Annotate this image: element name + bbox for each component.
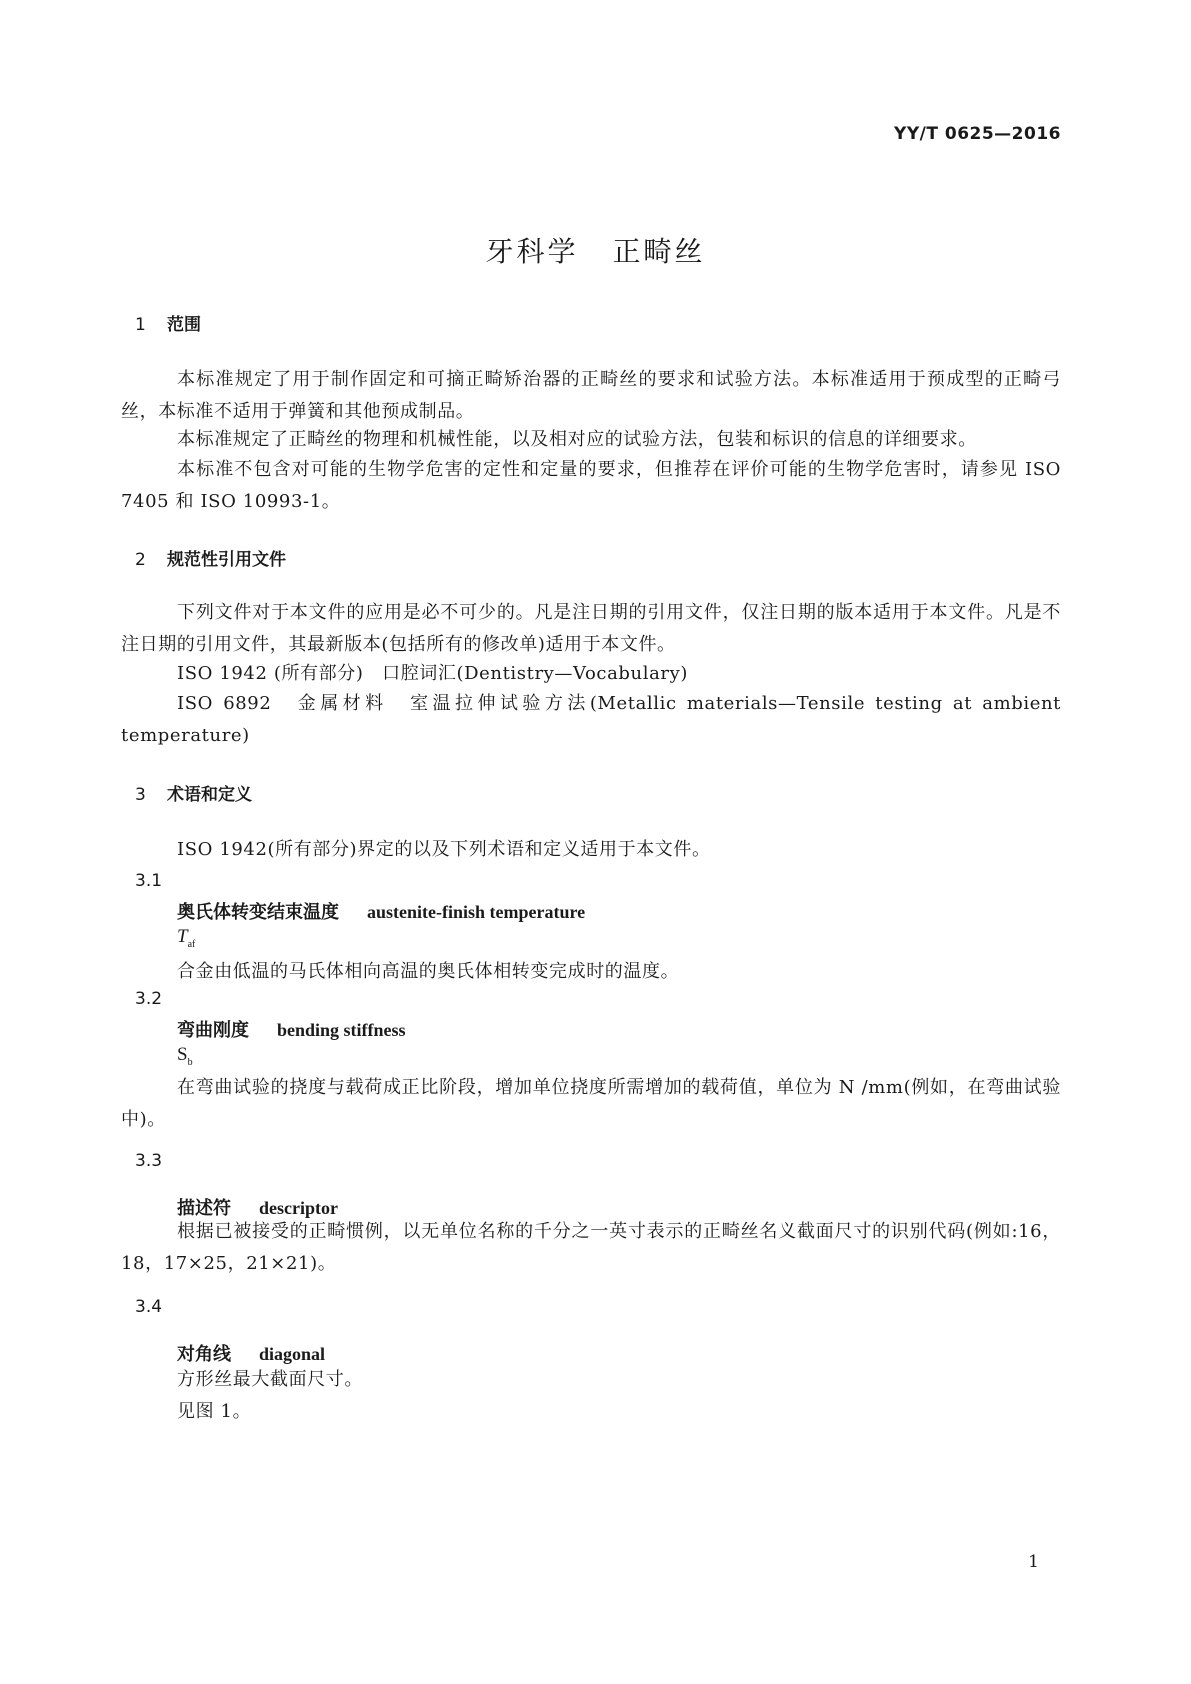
symbol-3-2 xyxy=(177,1044,193,1068)
section-3-intro: ISO 1942(所有部分)界定的以及下列术语和定义适用于本文件。 xyxy=(177,839,711,860)
term-chinese: 对角线 xyxy=(177,1344,231,1365)
term-chinese: 奥氏体转变结束温度 xyxy=(177,902,339,923)
term-english: descriptor xyxy=(259,1198,338,1218)
clause-number-3-1: 3.1 xyxy=(135,871,163,891)
title-part-1: 牙科学 xyxy=(485,235,579,268)
section-title: 范围 xyxy=(167,315,201,335)
section-1-paragraph-3: 本标准不包含对可能的生物学危害的定性和定量的要求，但推荐在评价可能的生物学危害时，请参见 ISO 7405 和 ISO 10993-1。 xyxy=(121,459,1061,512)
term-chinese: 弯曲刚度 xyxy=(177,1020,249,1041)
term-english: austenite-finish temperature xyxy=(367,902,586,922)
section-title: 规范性引用文件 xyxy=(167,550,286,570)
symbol-subscript: b xyxy=(187,1056,193,1068)
symbol-3-1 xyxy=(177,926,195,950)
symbol-letter: T xyxy=(177,926,188,947)
clause-number-3-2: 3.2 xyxy=(135,989,163,1009)
normative-reference-1: ISO 1942 (所有部分) 口腔词汇(Dentistry—Vocabulary) xyxy=(177,663,689,684)
symbol-subscript: af xyxy=(187,938,196,950)
page-number: 1 xyxy=(1028,1552,1039,1572)
term-english: diagonal xyxy=(259,1344,326,1364)
section-2-heading xyxy=(135,545,286,570)
document-title xyxy=(0,230,1191,270)
title-part-2: 正畸丝 xyxy=(612,235,706,268)
term-3-1 xyxy=(177,898,585,924)
clause-number-3-4: 3.4 xyxy=(135,1297,163,1317)
definition-3-3: 根据已被接受的正畸惯例，以无单位名称的千分之一英寸表示的正畸丝名义截面尺寸的识别代码(例如:16，18，17×25，21×21)。 xyxy=(121,1221,1061,1274)
section-number: 3 xyxy=(135,785,146,805)
section-1-paragraph-2: 本标准规定了正畸丝的物理和机械性能，以及相对应的试验方法，包装和标识的信息的详细要求。 xyxy=(177,429,977,450)
section-1-paragraph-1: 本标准规定了用于制作固定和可摘正畸矫治器的正畸丝的要求和试验方法。本标准适用于预成型的正畸弓丝，本标准不适用于弹簧和其他预成制品。 xyxy=(121,369,1061,422)
term-3-2 xyxy=(177,1016,406,1042)
normative-reference-2: ISO 6892 金属材料 室温拉伸试验方法(Metallic materials—Tensile testing at ambient temperature) xyxy=(121,693,1061,746)
section-number: 2 xyxy=(135,550,146,570)
section-title: 术语和定义 xyxy=(167,785,252,805)
symbol-letter: S xyxy=(177,1044,188,1065)
definition-3-2: 在弯曲试验的挠度与载荷成正比阶段，增加单位挠度所需增加的载荷值，单位为 N /mm(例如，在弯曲试验中)。 xyxy=(121,1077,1061,1130)
term-3-4 xyxy=(177,1340,325,1366)
definition-3-1: 合金由低温的马氏体相向高温的奥氏体相转变完成时的温度。 xyxy=(177,961,680,982)
section-2-paragraph-1: 下列文件对于本文件的应用是必不可少的。凡是注日期的引用文件，仅注日期的版本适用于本文件。凡是不注日期的引用文件，其最新版本(包括所有的修改单)适用于本文件。 xyxy=(121,602,1061,655)
standard-number: YY/T 0625—2016 xyxy=(894,124,1061,144)
term-chinese: 描述符 xyxy=(177,1198,231,1219)
term-english: bending stiffness xyxy=(277,1020,406,1040)
section-number: 1 xyxy=(135,315,146,335)
clause-number-3-3: 3.3 xyxy=(135,1151,163,1171)
definition-3-4: 方形丝最大截面尺寸。 xyxy=(177,1369,363,1390)
section-3-heading xyxy=(135,780,252,805)
note-3-4: 见图 1。 xyxy=(177,1401,252,1422)
section-1-heading xyxy=(135,310,201,335)
